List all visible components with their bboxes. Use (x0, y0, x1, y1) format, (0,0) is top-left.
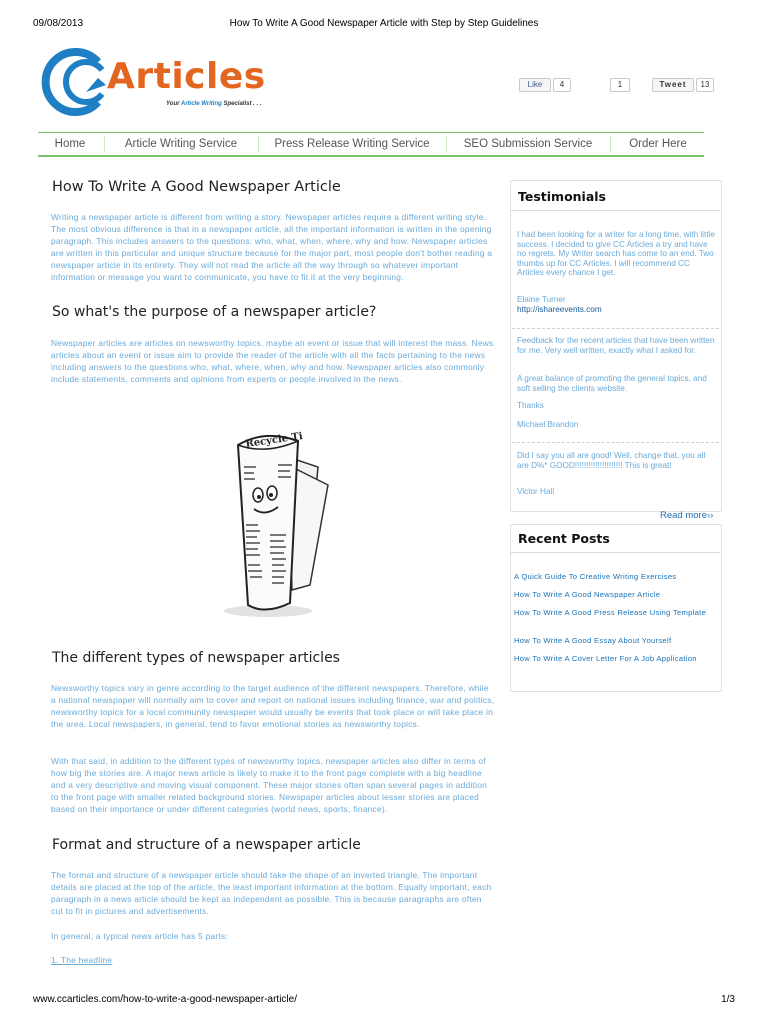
recent-post-link[interactable]: How To Write A Cover Letter For A Job Application (514, 654, 697, 663)
testimonial-divider (512, 442, 719, 443)
print-url: www.ccarticles.com/how-to-write-a-good-newspaper-article/ (33, 994, 297, 1005)
testimonial-3-text: Did I say you all are good! Well, change that, you all are D%* GOOD!!!!!!!!!!!!!!!!!!!!! This is great! (517, 451, 706, 470)
paragraph-format-1: The format and structure of a newspaper article should take the shape of an inverted triangle. The important details are placed at the top of the article, the least important information at the bottom. Equally important, each paragraph in a news article should be kept as independent as possible. This is because paragraphs are often cut to fit in pictures and advertisements. (51, 870, 492, 917)
recent-posts-title: Recent Posts (518, 531, 610, 546)
testimonial-1-text: I had been looking for a writer for a long time, with little success. I decided to give CC Articles a try and have no regrets. My Writer search has come to an end. Two thumbs up for CC Articles. I will recommend CC Articles every chance I get. (517, 230, 715, 278)
testimonial-2-text: Feedback for the recent articles that have been written for me. Very well written, exactly what I asked for. (517, 336, 715, 355)
print-page-number: 1/3 (721, 994, 735, 1005)
site-logo[interactable] (40, 48, 280, 116)
testimonial-3-name: Victor Hall (517, 487, 555, 496)
recent-post-link[interactable]: How To Write A Good Press Release Using Template (514, 608, 707, 617)
testimonial-2-name: Michael Brandon (517, 420, 579, 429)
logo-brand-text: Articles (107, 56, 266, 97)
nav-separator (104, 136, 105, 152)
testimonial-divider (512, 328, 719, 329)
testimonial-2-text-2: A great balance of promoting the general topics, and soft selling the clients website. (517, 374, 707, 393)
testimonial-1-name: Elaine Turner (517, 295, 566, 304)
recent-post-link[interactable]: A Quick Guide To Creative Writing Exercises (514, 572, 677, 581)
print-date: 09/08/2013 (33, 18, 84, 29)
paragraph-types-2: With that said, in addition to the different types of newsworthy topics, newspaper articles also differ in terms of how big the stories are. A major news article is likely to make it to the front page complete with a big headline and a very descriptive and moving visual component. These major stories often span several pages in addition to the front page with smaller related background stories. Newspaper articles about lesser stories are placed based on their importance or under different categories (world news, sports, finance). (51, 756, 488, 815)
print-title: How To Write A Good Newspaper Article with Step by Step Guidelines (229, 18, 539, 29)
heading-types: The different types of newspaper articles (52, 650, 340, 666)
print-header (33, 18, 735, 32)
part-headline-link[interactable]: 1. The headline (51, 955, 113, 965)
nav-home[interactable]: Home (54, 138, 86, 150)
plusone-count[interactable]: 1 (610, 78, 630, 92)
main-nav (38, 132, 704, 157)
nav-order-here[interactable]: Order Here (629, 138, 687, 150)
nav-press-release-writing-service[interactable]: Press Release Writing Service (274, 138, 430, 150)
article-title: How To Write A Good Newspaper Article (52, 179, 341, 195)
heading-format: Format and structure of a newspaper article (52, 837, 361, 853)
nav-separator (446, 136, 447, 152)
nav-article-writing-service[interactable]: Article Writing Service (124, 138, 238, 150)
recent-post-link[interactable]: How To Write A Good Newspaper Article (514, 590, 661, 599)
nav-seo-submission-service[interactable]: SEO Submission Service (463, 138, 593, 150)
logo-tagline: Your Article Writing Specialist . . . (166, 101, 262, 107)
nav-separator (610, 136, 611, 152)
testimonials-divider (510, 210, 720, 212)
paragraph-types-1: Newsworthy topics vary in genre according to the target audience of the different newspapers. Therefore, while a national newspaper will normally aim to cover and report on national issues including finance, war and politics, newsworthy topics for a local community newspaper would usually be events that took place or will take place in the area. Local newspapers, in general, tend to favor emotional stories as newsworthy topics. (51, 683, 495, 730)
recent-posts-divider (510, 552, 720, 553)
article-intro: Writing a newspaper article is different from writing a story. Newspaper articles require a different writing style. The most obvious difference is that in a newspaper article, all the important information is written in the opening paragraph. This includes answers to the questions: who, what, when, where, why and how. Newspaper articles are written in this particular and unique structure because for the major part, most people don't bother reading a newspaper article in its entirety. They will not read the article all the way through so whatever important information or message you want to communicate, you have to fit it at the very beginning. (51, 212, 493, 283)
paragraph-format-2: In general, a typical news article has 5 parts: (51, 931, 229, 941)
newspaper-illustration (210, 425, 335, 620)
read-more-link[interactable]: Read more›› (660, 510, 714, 521)
like-button[interactable]: Like (519, 78, 551, 92)
cc-logo-icon (40, 48, 110, 116)
like-count: 4 (553, 78, 571, 92)
recent-post-link[interactable]: How To Write A Good Essay About Yourself (514, 636, 672, 645)
print-footer (33, 994, 735, 1008)
nav-separator (258, 136, 259, 152)
tweet-count: 13 (696, 78, 714, 92)
tweet-button[interactable]: Tweet (652, 78, 694, 92)
illustration-caption: Recycle Ti (244, 431, 304, 450)
testimonial-1-link[interactable]: http://ishareevents.com (517, 305, 602, 314)
testimonial-2-thanks: Thanks (517, 401, 544, 410)
testimonials-title: Testimonials (518, 189, 607, 204)
paragraph-purpose: Newspaper articles are articles on newsworthy topics, maybe an event or issue that will interest the mass. News articles about an event or issue aim to provide the reader of the article with all the facts pertaining to the news including answers to the questions who, what, where, when, why and how. Newspaper articles also commonly include statements, comments and opinions from experts or people involved in the news. (51, 338, 494, 385)
heading-purpose: So what's the purpose of a newspaper article? (52, 304, 377, 320)
